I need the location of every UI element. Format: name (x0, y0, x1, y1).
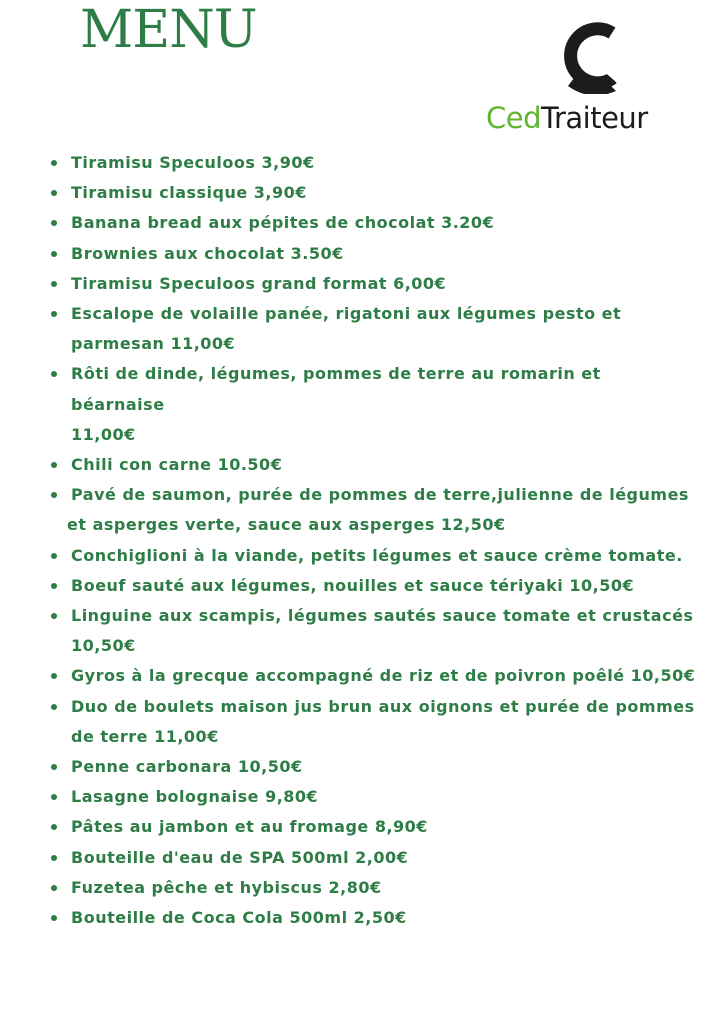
menu-item-text: Penne carbonara 10,50€ (71, 757, 303, 777)
menu-item-text: Lasagne bolognaise 9,80€ (71, 787, 319, 807)
brand-logo (484, 16, 694, 138)
menu-item (0, 571, 700, 601)
menu-item-text-continued: de terre 11,00€ (71, 726, 219, 746)
menu-item (0, 873, 700, 903)
menu-item (0, 903, 700, 933)
menu-item-text: Bouteille de Coca Cola 500ml 2,50€ (71, 908, 407, 928)
menu-item (0, 782, 700, 812)
menu-item-text: Bouteille d'eau de SPA 500ml 2,00€ (71, 847, 409, 867)
menu-item (0, 178, 700, 208)
menu-item-text: Escalope de volaille panée, rigatoni aux légumes pesto et (71, 304, 622, 324)
menu-item-text-continued: parmesan 11,00€ (71, 334, 236, 354)
menu-item-text: Conchiglioni à la viande, petits légumes et sauce crème tomate. (71, 545, 683, 565)
menu-list (0, 148, 700, 933)
menu-item-text: Tiramisu Speculoos 3,90€ (71, 153, 315, 172)
menu-item (0, 359, 700, 450)
menu-item-text: Brownies aux chocolat 3.50€ (71, 243, 344, 263)
page-title: MENU (80, 0, 257, 60)
menu-item (0, 692, 700, 752)
menu-item-text: Banana bread aux pépites de chocolat 3.20€ (71, 213, 495, 233)
menu-item (0, 480, 700, 540)
menu-item-text: Linguine aux scampis, légumes sautés sauce tomate et crustacés (71, 606, 694, 626)
menu-item (0, 601, 700, 661)
menu-item-text-continued: et asperges verte, sauce aux asperges 12,50€ (67, 515, 506, 535)
menu-item-text: Duo de boulets maison jus brun aux oignons et purée de pommes (71, 696, 695, 716)
brand-name (486, 101, 648, 135)
menu-item (0, 752, 700, 782)
c-logo-icon (550, 16, 622, 94)
menu-item (0, 208, 700, 238)
menu-item-text: Chili con carne 10.50€ (71, 455, 283, 475)
menu-item-text: Pavé de saumon, purée de pommes de terre,julienne de légumes (71, 485, 689, 505)
menu-item-text-continued: 11,00€ (71, 424, 136, 444)
menu-item-text: Gyros à la grecque accompagné de riz et de poivron poêlé 10,50€ (71, 666, 696, 686)
menu-item-text: Boeuf sauté aux légumes, nouilles et sauce tériyaki 10,50€ (71, 575, 635, 595)
menu-item (0, 812, 700, 842)
brand-name-part2: Traiteur (541, 101, 648, 135)
brand-name-part1: Ced (486, 101, 541, 135)
menu-item (0, 450, 700, 480)
menu-item-text: Tiramisu Speculoos grand format 6,00€ (71, 273, 447, 293)
menu-item-text: Rôti de dinde, légumes, pommes de terre au romarin et béarnaise (71, 364, 601, 414)
menu-item-text: Pâtes au jambon et au fromage 8,90€ (71, 817, 428, 837)
menu-item (0, 269, 700, 299)
menu-item-text: Fuzetea pêche et hybiscus 2,80€ (71, 877, 382, 897)
menu-item (0, 541, 700, 571)
menu-item (0, 299, 700, 359)
menu-item-text: Tiramisu classique 3,90€ (71, 183, 307, 203)
menu-item (0, 148, 700, 178)
menu-item-text-continued: 10,50€ (71, 636, 136, 656)
menu-item (0, 843, 700, 873)
menu-item (0, 661, 700, 691)
menu-item (0, 239, 700, 269)
